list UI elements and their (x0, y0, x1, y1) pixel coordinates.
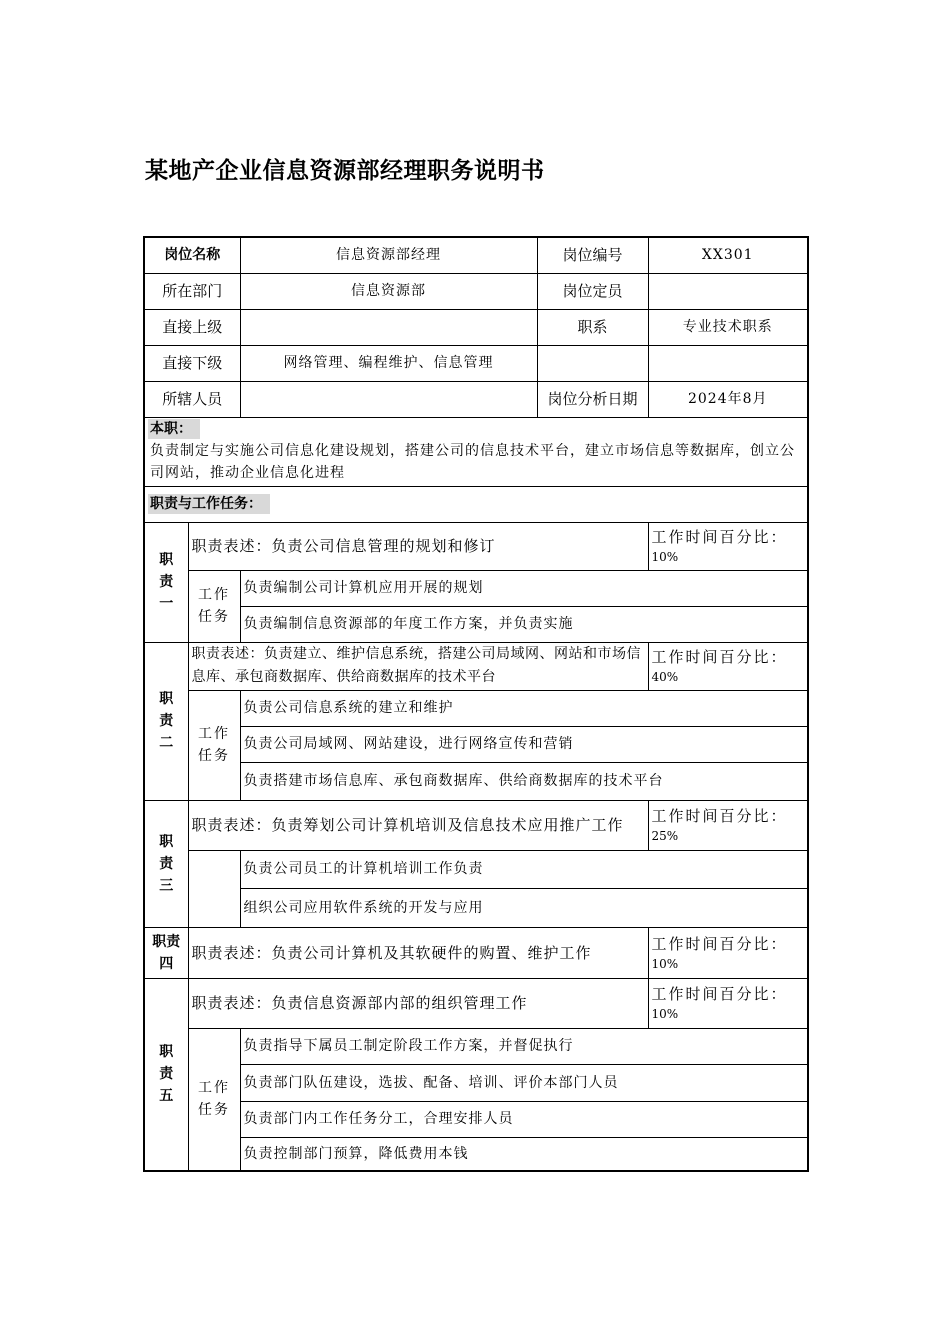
duty-3-task-2: 组织公司应用软件系统的开发与应用 (240, 888, 808, 927)
row-staff (144, 381, 808, 417)
duty-3-task-label-empty (188, 850, 240, 927)
series-label: 职系 (537, 309, 648, 345)
duty-5-task-2: 负责部门队伍建设，选拔、配备、培训、评价本部门人员 (240, 1064, 808, 1101)
superior-value (240, 309, 537, 345)
duty-2-task-2: 负责公司局域网、网站建设，进行网络宣传和营销 (240, 726, 808, 762)
job-description-table (143, 236, 809, 1172)
quota-value (648, 273, 808, 309)
duty-2-task-row (144, 690, 808, 726)
quota-label: 岗位定员 (537, 273, 648, 309)
duty-5-statement: 职责表述：负责信息资源部内部的组织管理工作 (188, 978, 648, 1028)
duty-2-label: 职 责 二 (144, 642, 188, 800)
duty-3-task-1: 负责公司员工的计算机培训工作负责 (240, 850, 808, 888)
duty-5-task-4: 负责控制部门预算，降低费用本钱 (240, 1137, 808, 1171)
duty-3-label: 职 责 三 (144, 800, 188, 927)
duty-3-task-row (144, 888, 808, 927)
duty-1-task-1: 负责编制公司计算机应用开展的规划 (240, 570, 808, 606)
duty-2-task-1: 负责公司信息系统的建立和维护 (240, 690, 808, 726)
duty-5-task-row (144, 1101, 808, 1137)
duty-5-task-row (144, 1137, 808, 1171)
subordinate-value: 网络管理、编程维护、信息管理 (240, 345, 537, 381)
duty-2-task-row (144, 726, 808, 762)
duty-5-task-label: 工作 任务 (188, 1028, 240, 1171)
staff-value (240, 381, 537, 417)
duty-4-label: 职责 四 (144, 927, 188, 978)
duty-3-pct: 工作时间百分比： 25% (648, 800, 808, 850)
duty-1-task-row (144, 606, 808, 642)
duty-5-task-1: 负责指导下属员工制定阶段工作方案，并督促执行 (240, 1028, 808, 1064)
duty-2-task-row (144, 762, 808, 800)
post-no-label: 岗位编号 (537, 237, 648, 273)
duty-1-label: 职 责 一 (144, 522, 188, 642)
duty-5-task-row (144, 1028, 808, 1064)
duty-2-statement-row (144, 642, 808, 690)
row-duties-header (144, 486, 808, 522)
superior-label: 直接上级 (144, 309, 240, 345)
post-name-value: 信息资源部经理 (240, 237, 537, 273)
core-duty-cell (144, 417, 808, 486)
duty-3-statement: 职责表述：负责筹划公司计算机培训及信息技术应用推广工作 (188, 800, 648, 850)
duty-5-label: 职 责 五 (144, 978, 188, 1171)
duty-3-task-row (144, 850, 808, 888)
duty-1-task-2: 负责编制信息资源部的年度工作方案，并负责实施 (240, 606, 808, 642)
duty-5-task-3: 负责部门内工作任务分工，合理安排人员 (240, 1101, 808, 1137)
row-superior (144, 309, 808, 345)
duty-5-statement-row (144, 978, 808, 1028)
row-post-name (144, 237, 808, 273)
row-dept (144, 273, 808, 309)
date-value: 2024年8月 (648, 381, 808, 417)
duty-1-task-label: 工作 任务 (188, 570, 240, 642)
row-core-duty (144, 417, 808, 486)
series-value: 专业技术职系 (648, 309, 808, 345)
duty-1-task-row (144, 570, 808, 606)
duty-2-statement: 职责表述：负责建立、维护信息系统，搭建公司局域网、网站和市场信息库、承包商数据库、供给商数据库的技术平台 (188, 642, 648, 690)
duty-1-statement: 职责表述：负责公司信息管理的规划和修订 (188, 522, 648, 570)
page-title: 某地产企业信息资源部经理职务说明书 (145, 158, 545, 184)
row-subordinate (144, 345, 808, 381)
staff-label: 所辖人员 (144, 381, 240, 417)
duty-4-statement: 职责表述：负责公司计算机及其软硬件的购置、维护工作 (188, 927, 648, 978)
dept-label: 所在部门 (144, 273, 240, 309)
duty-3-statement-row (144, 800, 808, 850)
duties-header: 职责与工作任务： (148, 494, 270, 514)
dept-value: 信息资源部 (240, 273, 537, 309)
post-no-value: XX301 (648, 237, 808, 273)
empty-cell (537, 345, 648, 381)
duty-2-task-3: 负责搭建市场信息库、承包商数据库、供给商数据库的技术平台 (240, 762, 808, 800)
empty-cell (648, 345, 808, 381)
duty-5-task-row (144, 1064, 808, 1101)
duty-1-statement-row (144, 522, 808, 570)
duty-1-pct: 工作时间百分比： 10% (648, 522, 808, 570)
date-label: 岗位分析日期 (537, 381, 648, 417)
duty-5-pct: 工作时间百分比： 10% (648, 978, 808, 1028)
duty-2-task-label: 工作 任务 (188, 690, 240, 800)
post-name-label: 岗位名称 (144, 237, 240, 273)
duty-4-statement-row (144, 927, 808, 978)
subordinate-label: 直接下级 (144, 345, 240, 381)
core-duty-header: 本职： (148, 419, 200, 439)
duty-2-pct: 工作时间百分比： 40% (648, 642, 808, 690)
duty-4-pct: 工作时间百分比： 10% (648, 927, 808, 978)
core-duty-text: 负责制定与实施公司信息化建设规划，搭建公司的信息技术平台，建立市场信息等数据库，创立公司网站，推动企业信息化进程 (150, 442, 795, 481)
duties-header-cell (144, 486, 808, 522)
